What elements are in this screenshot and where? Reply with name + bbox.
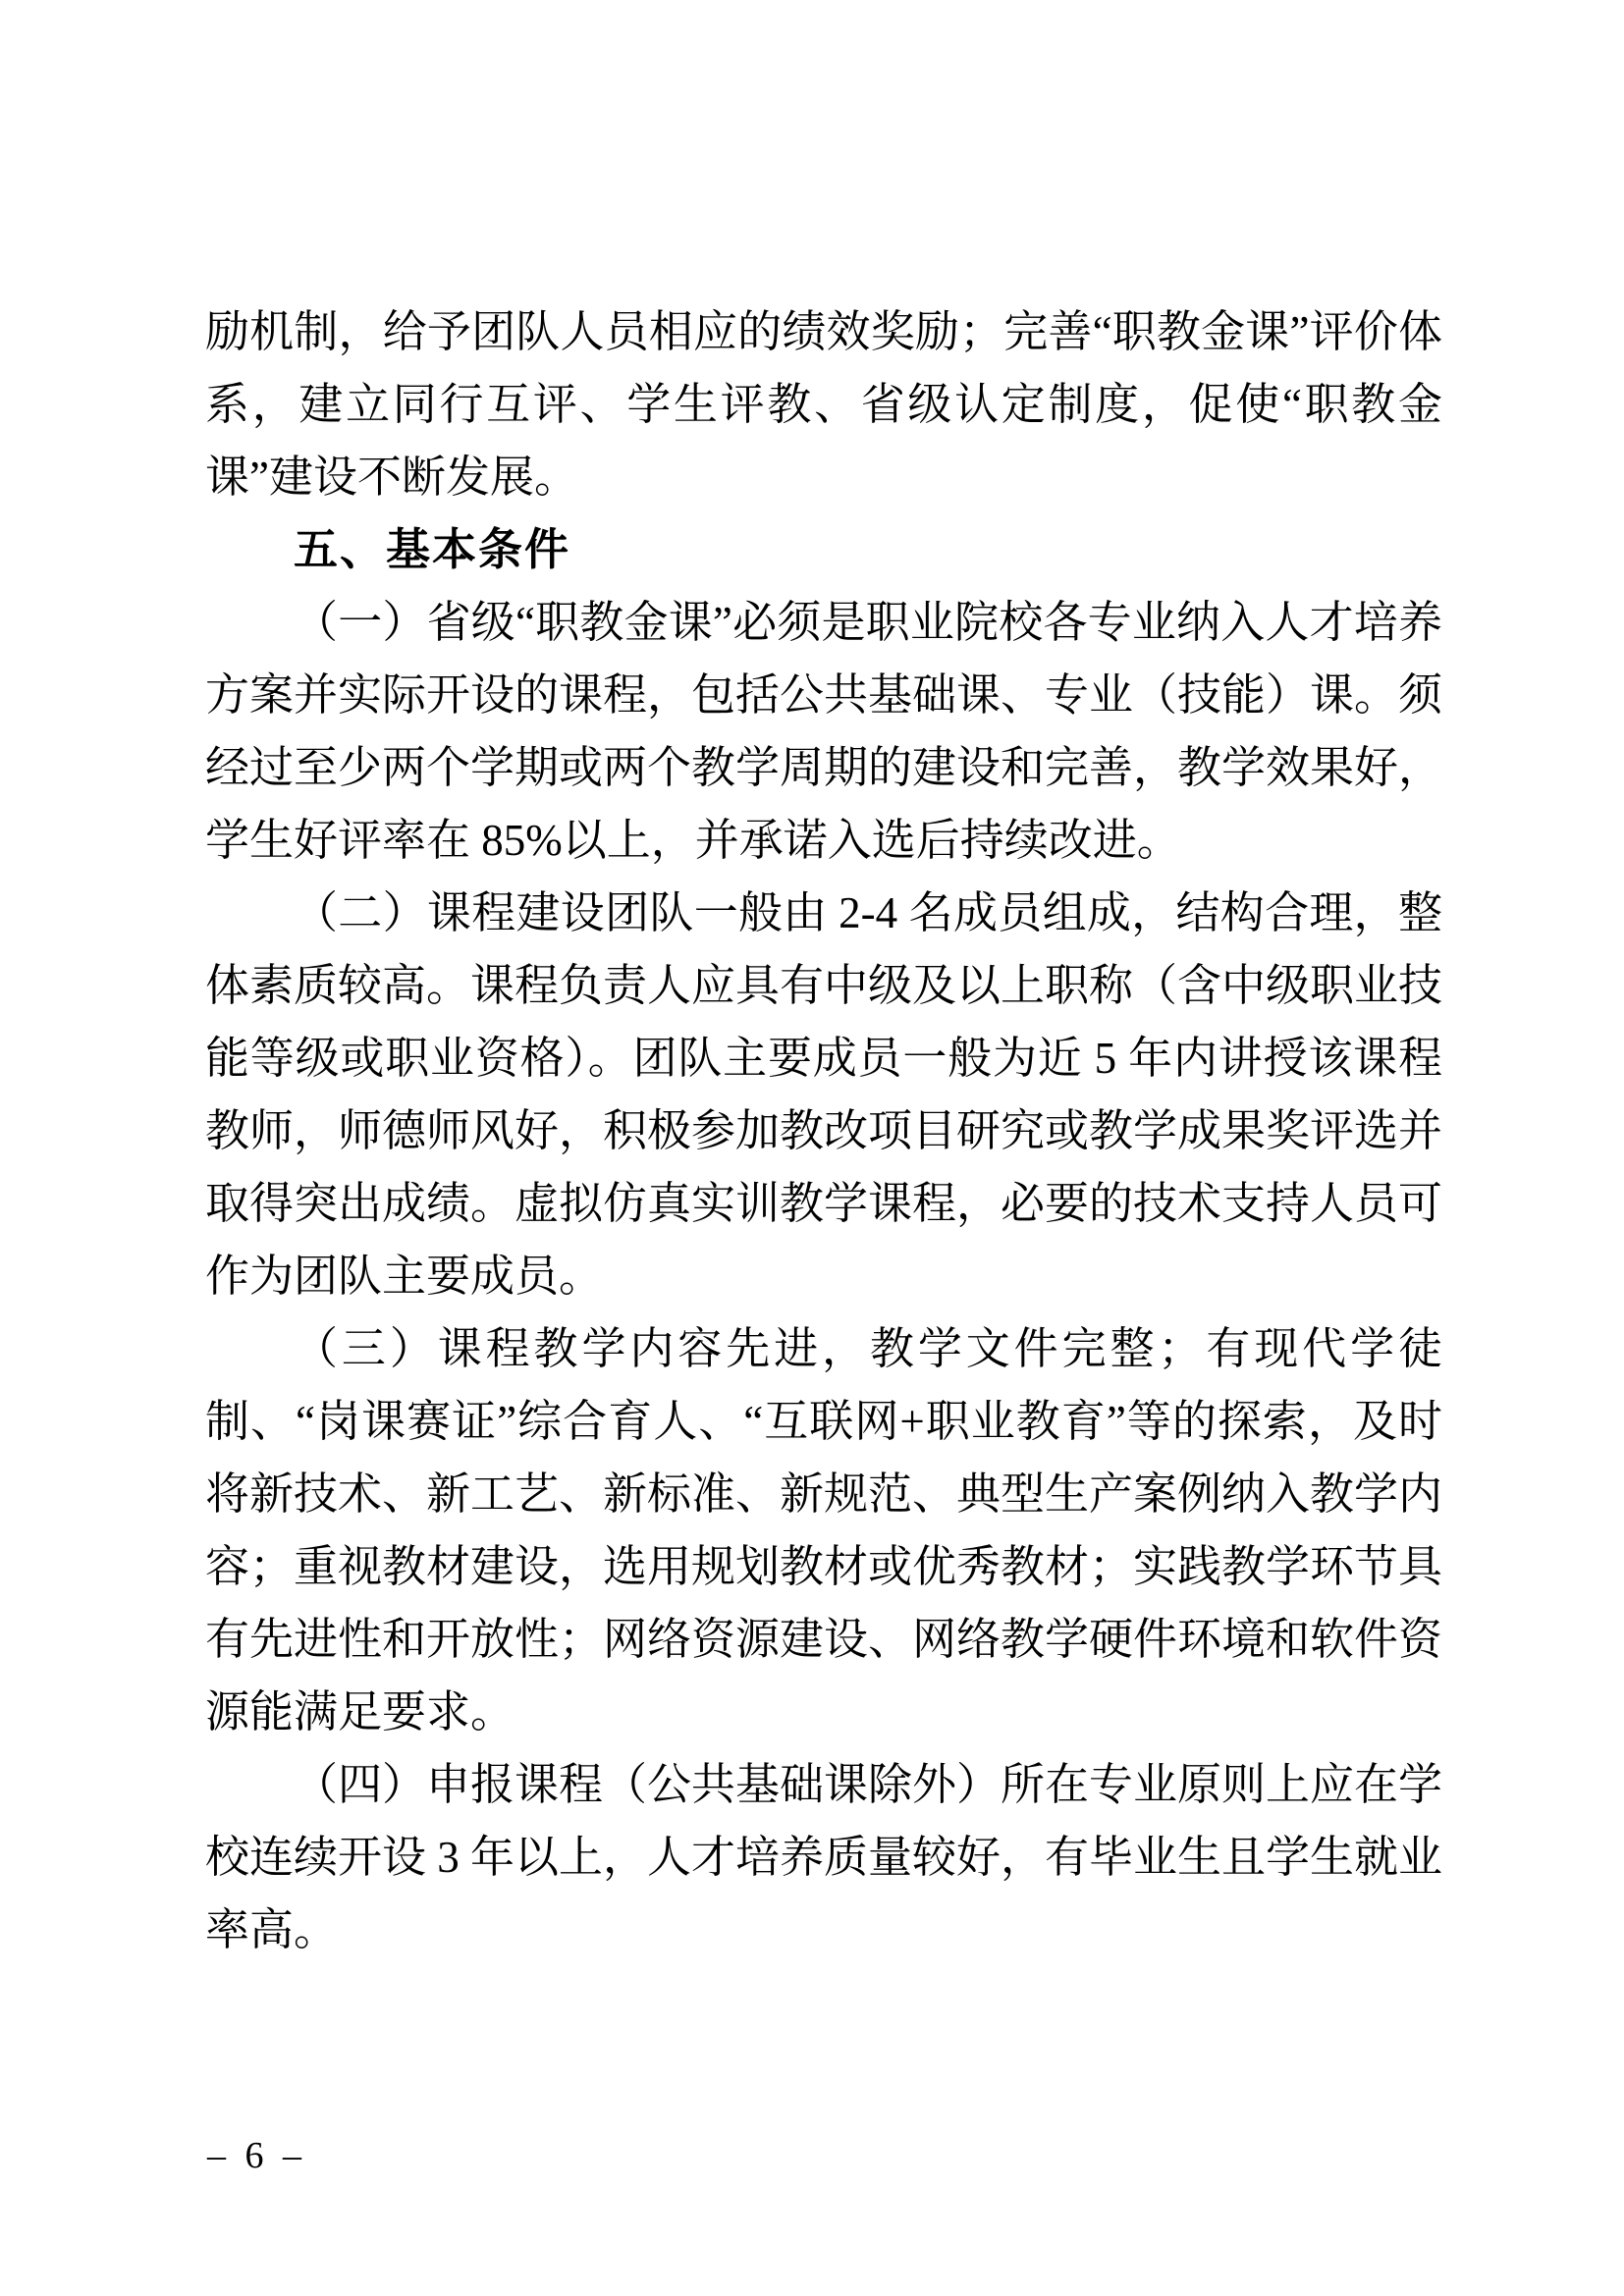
document-body (205, 295, 1442, 1966)
paragraph-item-1: （一）省级“职教金课”必须是职业院校各专业纳入人才培养方案并实际开设的课程，包括公共基础课、专业（技能）课。须经过至少两个学期或两个教学周期的建设和完善，教学效果好，学生好评率在 85%以上，并承诺入选后持续改进。 (205, 598, 1443, 865)
section-heading: 五、基本条件 (294, 524, 571, 574)
page-number: – 6 – (207, 2135, 306, 2176)
paragraph-continuation: 励机制，给予团队人员相应的绩效奖励；完善“职教金课”评价体系，建立同行互评、学生评教、省级认定制度，促使“职教金课”建设不断发展。 (205, 307, 1442, 502)
paragraph-item-3: （三）课程教学内容先进，教学文件完整；有现代学徒制、“岗课赛证”综合育人、“互联网+职业教育”等的探索，及时将新技术、新工艺、新标准、新规范、典型生产案例纳入教学内容；重视教材建设，选用规划教材或优秀教材；实践教学环节具有先进性和开放性；网络资源建设、网络教学硬件环境和软件资源能满足要求。 (205, 1324, 1443, 1736)
paragraph-item-4: （四）申报课程（公共基础课除外）所在专业原则上应在学校连续开设 3 年以上，人才培养质量较好，有毕业生且学生就业率高。 (205, 1760, 1443, 1954)
paragraph-item-2: （二）课程建设团队一般由 2-4 名成员组成，结构合理，整体素质较高。课程负责人应具有中级及以上职称（含中级职业技能等级或职业资格）。团队主要成员一般为近 5 年内讲授该课程教师，师德师风好，积极参加教改项目研究或教学成果奖评选并取得突出成绩。虚拟仿真实训教学课程，必要的技术支持人员可作为团队主要成员。 (205, 888, 1443, 1301)
page-footer (207, 2132, 306, 2179)
